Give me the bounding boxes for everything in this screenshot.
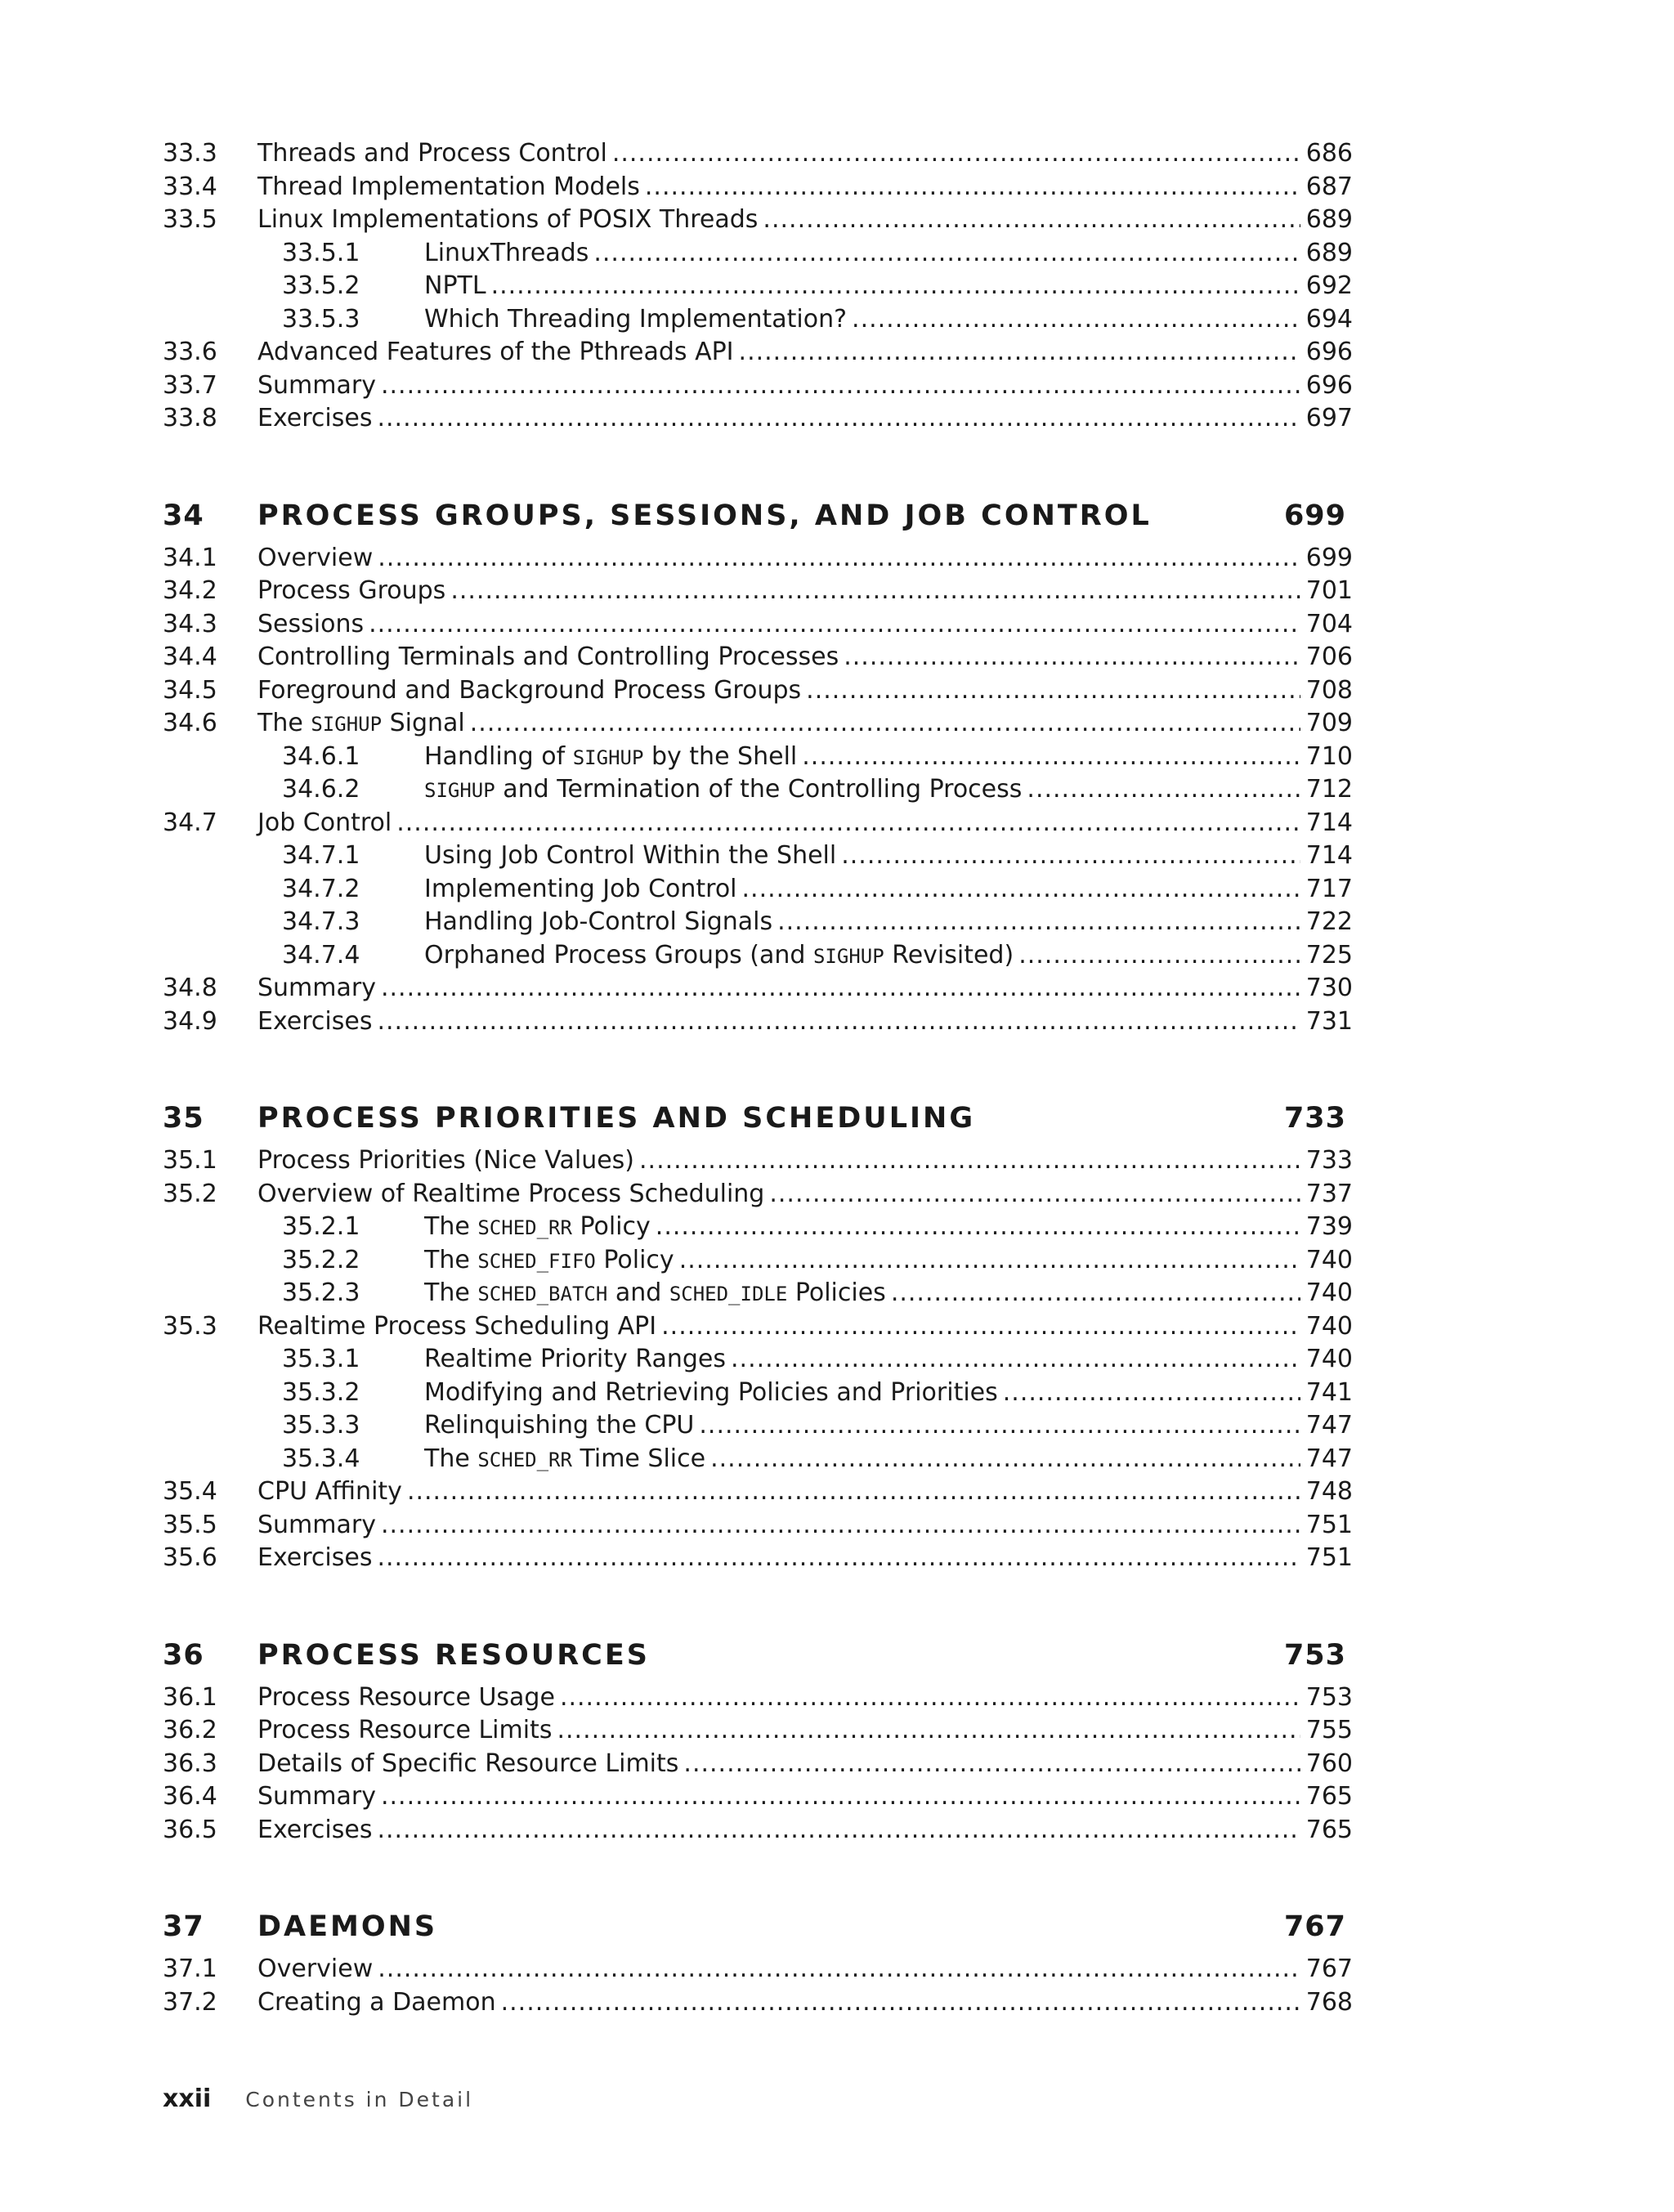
section-number: 33.6	[163, 338, 217, 366]
dot-leader	[679, 1244, 1300, 1278]
toc-section-entry[interactable]	[163, 1178, 1353, 1211]
page-number: 686	[1305, 139, 1353, 168]
dot-leader	[841, 840, 1300, 873]
section-title: Exercises	[257, 1006, 373, 1036]
section-title: Process Resource Limits	[257, 1716, 553, 1744]
toc-subsection-entry[interactable]	[163, 1377, 1353, 1410]
page-number: 712	[1305, 775, 1353, 804]
code-identifier: SIGHUP	[311, 713, 383, 736]
section-title: Realtime Priority Ranges	[424, 1345, 727, 1373]
section-number: 37.2	[163, 1987, 217, 2017]
page-number: 740	[1305, 1245, 1353, 1274]
page-number: 689	[1305, 238, 1353, 267]
section-number: 36.2	[163, 1716, 217, 1744]
section-title: Overview of Realtime Process Scheduling	[257, 1179, 765, 1208]
dot-leader	[656, 1211, 1300, 1244]
section-title: Handling Job-Control Signals	[424, 907, 773, 936]
dot-leader	[710, 1443, 1300, 1476]
dot-leader	[777, 906, 1300, 939]
page-number: 760	[1305, 1749, 1353, 1778]
section-title: Which Threading Implementation?	[424, 304, 848, 334]
page-number: 725	[1305, 940, 1353, 969]
toc-section-entry[interactable]	[163, 542, 1353, 575]
dot-leader	[852, 303, 1300, 337]
dot-leader	[612, 137, 1300, 171]
section-number: 33.7	[163, 370, 217, 400]
section-number: 37.1	[163, 1955, 217, 1983]
section-title: Exercises	[257, 1815, 373, 1844]
dot-leader	[739, 336, 1300, 369]
toc-subsection-entry[interactable]	[163, 237, 1353, 271]
section-number: 35.4	[163, 1477, 217, 1506]
section-title: Process Priorities (Nice Values)	[257, 1146, 635, 1175]
page-number: 717	[1305, 874, 1353, 903]
code-identifier: SCHED_FIFO	[477, 1249, 596, 1273]
dot-leader	[683, 1748, 1300, 1781]
toc-section-entry[interactable]	[163, 402, 1353, 436]
section-title	[424, 1211, 651, 1244]
section-number: 35.3	[163, 1311, 217, 1341]
section-title	[424, 773, 1022, 807]
section-number: 34.7.4	[282, 940, 360, 969]
page-number: 708	[1305, 675, 1353, 705]
dot-leader	[806, 674, 1300, 708]
section-number: 33.5.2	[282, 271, 360, 300]
title-text: by the Shell	[643, 741, 798, 771]
chapter-title: PROCESS RESOURCES	[257, 1638, 650, 1672]
chapter-page: 733	[1283, 1102, 1346, 1135]
page-number: 733	[1305, 1146, 1353, 1175]
toc-subsection-entry[interactable]	[163, 1277, 1353, 1310]
section-title: CPU Affinity	[257, 1477, 402, 1506]
chapter-heading[interactable]	[163, 1634, 1353, 1677]
table-of-contents	[163, 137, 1353, 2019]
section-title: Process Groups	[257, 576, 446, 605]
section-number: 33.8	[163, 404, 217, 432]
page-number: 689	[1305, 205, 1353, 234]
section-number: 33.3	[163, 139, 217, 168]
toc-subsection-entry[interactable]	[163, 1244, 1353, 1278]
toc-subsection-entry[interactable]	[163, 741, 1353, 774]
title-text: Policy	[571, 1212, 651, 1241]
dot-leader	[560, 1681, 1300, 1715]
chapter-number: 34	[163, 499, 204, 532]
dot-leader	[377, 402, 1300, 436]
chapter-title: PROCESS PRIORITIES AND SCHEDULING	[257, 1102, 976, 1135]
section-number: 33.5.3	[282, 304, 360, 334]
section-number: 35.3.3	[282, 1411, 360, 1440]
section-title: Creating a Daemon	[257, 1987, 496, 2017]
page-number: 697	[1305, 404, 1353, 432]
dot-leader	[381, 972, 1300, 1005]
toc-subsection-entry[interactable]	[163, 906, 1353, 939]
page-number: 696	[1305, 370, 1353, 400]
title-text: Signal	[382, 709, 465, 737]
section-title: Job Control	[257, 808, 392, 837]
section-title: Threads and Process Control	[257, 139, 607, 168]
dot-leader	[470, 707, 1300, 741]
section-number: 34.5	[163, 675, 217, 705]
page-number: 767	[1305, 1955, 1353, 1983]
dot-leader	[769, 1178, 1300, 1211]
section-number: 34.2	[163, 576, 217, 605]
code-identifier: SCHED_BATCH	[477, 1283, 608, 1305]
chapter-heading[interactable]	[163, 495, 1353, 537]
page-number: 740	[1305, 1345, 1353, 1373]
page-number: 748	[1305, 1477, 1353, 1506]
page-number: 755	[1305, 1716, 1353, 1744]
chapter-number: 36	[163, 1638, 204, 1672]
page-number: 694	[1305, 304, 1353, 334]
page-number: 722	[1305, 907, 1353, 936]
section-title: NPTL	[424, 271, 486, 300]
chapter-heading[interactable]	[163, 1905, 1353, 1948]
section-number: 34.7.3	[282, 907, 360, 936]
page-number: 751	[1305, 1543, 1353, 1572]
toc-section-entry[interactable]	[163, 1005, 1353, 1039]
chapter-heading[interactable]	[163, 1097, 1353, 1140]
toc-subsection-entry[interactable]	[163, 1211, 1353, 1244]
dot-leader	[378, 1953, 1300, 1986]
title-text: The	[424, 1444, 478, 1473]
section-number: 35.2	[163, 1179, 217, 1208]
section-title: Overview	[257, 543, 374, 572]
chapter-number: 37	[163, 1910, 204, 1943]
toc-subsection-entry[interactable]	[163, 840, 1353, 873]
dot-leader	[844, 641, 1300, 674]
section-number: 34.6.2	[282, 775, 360, 804]
section-title: Details of Specific Resource Limits	[257, 1749, 679, 1778]
dot-leader	[501, 1986, 1300, 2020]
section-title: LinuxThreads	[424, 238, 589, 267]
dot-leader	[1018, 939, 1300, 973]
dot-leader	[377, 1005, 1300, 1039]
chapter-page: 753	[1283, 1638, 1346, 1672]
page-number: 765	[1305, 1815, 1353, 1844]
toc-section-entry[interactable]	[163, 1310, 1353, 1344]
page-number: 692	[1305, 271, 1353, 300]
section-title	[424, 1277, 886, 1310]
section-number: 34.6.1	[282, 741, 360, 771]
section-number: 35.5	[163, 1510, 217, 1539]
page-number: 768	[1305, 1987, 1353, 2017]
section-title: Realtime Process Scheduling API	[257, 1311, 657, 1341]
toc-section-entry[interactable]	[163, 1681, 1353, 1715]
dot-leader	[1003, 1377, 1300, 1410]
toc-section-entry[interactable]	[163, 1509, 1353, 1543]
section-number: 34.6	[163, 709, 217, 737]
toc-section-entry[interactable]	[163, 674, 1353, 708]
page-folio: xxii	[163, 2084, 212, 2113]
page-number: 701	[1305, 576, 1353, 605]
page-number: 741	[1305, 1377, 1353, 1407]
toc-section-entry[interactable]	[163, 1780, 1353, 1814]
toc-subsection-entry[interactable]	[163, 270, 1353, 303]
dot-leader	[378, 542, 1300, 575]
toc-section-entry[interactable]	[163, 1953, 1353, 1986]
page-number: 710	[1305, 741, 1353, 771]
toc-section-entry[interactable]	[163, 137, 1353, 171]
chapter-title: PROCESS GROUPS, SESSIONS, AND JOB CONTROL	[257, 499, 1152, 532]
code-identifier: SCHED_RR	[477, 1448, 572, 1471]
page-number: 731	[1305, 1006, 1353, 1036]
title-text: Policies	[787, 1278, 886, 1307]
dot-leader	[557, 1714, 1300, 1748]
section-title: Sessions	[257, 609, 365, 638]
toc-section-entry[interactable]	[163, 807, 1353, 840]
chapter-page: 699	[1283, 499, 1346, 532]
page-number: 714	[1305, 808, 1353, 837]
dot-leader	[491, 270, 1300, 303]
section-title: Advanced Features of the Pthreads API	[257, 338, 734, 366]
section-number: 35.6	[163, 1543, 217, 1572]
dot-leader	[763, 204, 1300, 237]
toc-section-entry[interactable]	[163, 575, 1353, 608]
section-number: 34.7	[163, 808, 217, 837]
section-title	[424, 939, 1014, 973]
title-text: Orphaned Process Groups (and	[424, 940, 813, 969]
toc-subsection-entry[interactable]	[163, 873, 1353, 907]
section-title	[424, 741, 797, 774]
dot-leader	[396, 807, 1300, 840]
section-title: Relinquishing the CPU	[424, 1411, 695, 1440]
toc-subsection-entry[interactable]	[163, 1343, 1353, 1377]
section-title: Controlling Terminals and Controlling Processes	[257, 643, 839, 671]
title-text: The	[424, 1245, 478, 1274]
page-number: 747	[1305, 1444, 1353, 1473]
page-number: 706	[1305, 643, 1353, 671]
section-number: 35.2.3	[282, 1278, 360, 1307]
section-title	[424, 1244, 674, 1278]
dot-leader	[381, 369, 1300, 403]
code-identifier: SCHED_IDLE	[669, 1283, 788, 1305]
dot-leader	[381, 1780, 1300, 1814]
section-number: 36.1	[163, 1682, 217, 1712]
toc-section-entry[interactable]	[163, 369, 1353, 403]
toc-subsection-entry[interactable]	[163, 1443, 1353, 1476]
toc-section-entry[interactable]	[163, 608, 1353, 642]
toc-section-entry[interactable]	[163, 1144, 1353, 1178]
toc-section-entry[interactable]	[163, 204, 1353, 237]
dot-leader	[731, 1343, 1300, 1377]
dot-leader	[1027, 773, 1300, 807]
page-number: 704	[1305, 609, 1353, 638]
title-text: The	[257, 709, 311, 737]
toc-subsection-entry[interactable]	[163, 939, 1353, 973]
toc-section-entry[interactable]	[163, 171, 1353, 204]
toc-section-entry[interactable]	[163, 707, 1353, 741]
section-number: 33.5.1	[282, 238, 360, 267]
section-title: Implementing Job Control	[424, 874, 737, 903]
section-title: Modifying and Retrieving Policies and Priorities	[424, 1377, 998, 1407]
section-title: Summary	[257, 1510, 376, 1539]
section-title: Overview	[257, 1955, 374, 1983]
section-title: Summary	[257, 1782, 376, 1811]
toc-section-entry[interactable]	[163, 1986, 1353, 2020]
section-title	[424, 1443, 705, 1476]
dot-leader	[377, 1542, 1300, 1575]
page-number: 696	[1305, 338, 1353, 366]
section-number: 34.8	[163, 974, 217, 1002]
dot-leader	[377, 1814, 1300, 1847]
dot-leader	[699, 1409, 1300, 1443]
section-title: Foreground and Background Process Groups	[257, 675, 802, 705]
section-number: 33.4	[163, 172, 217, 201]
section-title: Exercises	[257, 1543, 373, 1572]
dot-leader	[661, 1310, 1300, 1344]
code-identifier: SCHED_RR	[477, 1216, 572, 1239]
toc-section-entry[interactable]	[163, 641, 1353, 674]
page-number: 739	[1305, 1212, 1353, 1241]
dot-leader	[450, 575, 1300, 608]
page-number: 747	[1305, 1411, 1353, 1440]
toc-section-entry[interactable]	[163, 1814, 1353, 1847]
dot-leader	[802, 741, 1300, 774]
dot-leader	[742, 873, 1300, 907]
page-number: 699	[1305, 543, 1353, 572]
section-title: Summary	[257, 370, 376, 400]
page-number: 765	[1305, 1782, 1353, 1811]
page-number: 751	[1305, 1510, 1353, 1539]
page-number: 730	[1305, 974, 1353, 1002]
title-text: Handling of	[424, 741, 573, 771]
toc-subsection-entry[interactable]	[163, 303, 1353, 337]
section-title: Exercises	[257, 404, 373, 432]
title-text: Revisited)	[884, 940, 1014, 969]
code-identifier: SIGHUP	[572, 746, 644, 769]
toc-section-entry[interactable]	[163, 972, 1353, 1005]
section-number: 35.3.2	[282, 1377, 360, 1407]
title-text: Policy	[595, 1245, 674, 1274]
section-number: 34.1	[163, 543, 217, 572]
section-number: 35.3.1	[282, 1345, 360, 1373]
chapter-number: 35	[163, 1102, 204, 1135]
dot-leader	[593, 237, 1300, 271]
section-number: 34.7.2	[282, 874, 360, 903]
section-number: 35.1	[163, 1146, 217, 1175]
toc-subsection-entry[interactable]	[163, 1409, 1353, 1443]
title-text: The	[424, 1278, 478, 1307]
section-number: 34.7.1	[282, 841, 360, 870]
section-number: 33.5	[163, 205, 217, 234]
section-number: 36.4	[163, 1782, 217, 1811]
section-title: Thread Implementation Models	[257, 172, 640, 201]
title-text: Time Slice	[571, 1444, 706, 1473]
title-text: The	[424, 1212, 478, 1241]
dot-leader	[891, 1277, 1300, 1310]
section-title: Using Job Control Within the Shell	[424, 841, 837, 870]
section-title: Linux Implementations of POSIX Threads	[257, 205, 759, 234]
section-number: 35.3.4	[282, 1444, 360, 1473]
page-number: 753	[1305, 1682, 1353, 1712]
section-title	[257, 707, 465, 741]
toc-section-entry[interactable]	[163, 1748, 1353, 1781]
section-title: Process Resource Usage	[257, 1682, 555, 1712]
page-number: 740	[1305, 1311, 1353, 1341]
section-number: 36.5	[163, 1815, 217, 1844]
toc-subsection-entry[interactable]	[163, 773, 1353, 807]
toc-section-entry[interactable]	[163, 336, 1353, 369]
running-title: Contents in Detail	[245, 2088, 474, 2111]
code-identifier: SIGHUP	[812, 944, 884, 968]
page-footer	[163, 2083, 473, 2116]
dot-leader	[369, 608, 1300, 642]
page-number: 714	[1305, 841, 1353, 870]
section-number: 36.3	[163, 1749, 217, 1778]
dot-leader	[381, 1509, 1300, 1543]
section-number: 35.2.1	[282, 1212, 360, 1241]
section-number: 34.9	[163, 1006, 217, 1036]
code-identifier: SIGHUP	[424, 779, 495, 802]
toc-section-entry[interactable]	[163, 1714, 1353, 1748]
page-number: 709	[1305, 709, 1353, 737]
toc-section-entry[interactable]	[163, 1475, 1353, 1509]
section-title: Summary	[257, 974, 376, 1002]
page-number: 740	[1305, 1278, 1353, 1307]
dot-leader	[645, 171, 1300, 204]
section-number: 34.3	[163, 609, 217, 638]
section-number: 34.4	[163, 643, 217, 671]
page-number: 737	[1305, 1179, 1353, 1208]
section-number: 35.2.2	[282, 1245, 360, 1274]
title-text: and Termination of the Controlling Process	[495, 775, 1023, 804]
dot-leader	[407, 1475, 1300, 1509]
page-number: 687	[1305, 172, 1353, 201]
toc-section-entry[interactable]	[163, 1542, 1353, 1575]
dot-leader	[639, 1144, 1300, 1178]
chapter-title: DAEMONS	[257, 1910, 438, 1943]
chapter-page: 767	[1283, 1910, 1346, 1943]
title-text: and	[607, 1278, 669, 1307]
